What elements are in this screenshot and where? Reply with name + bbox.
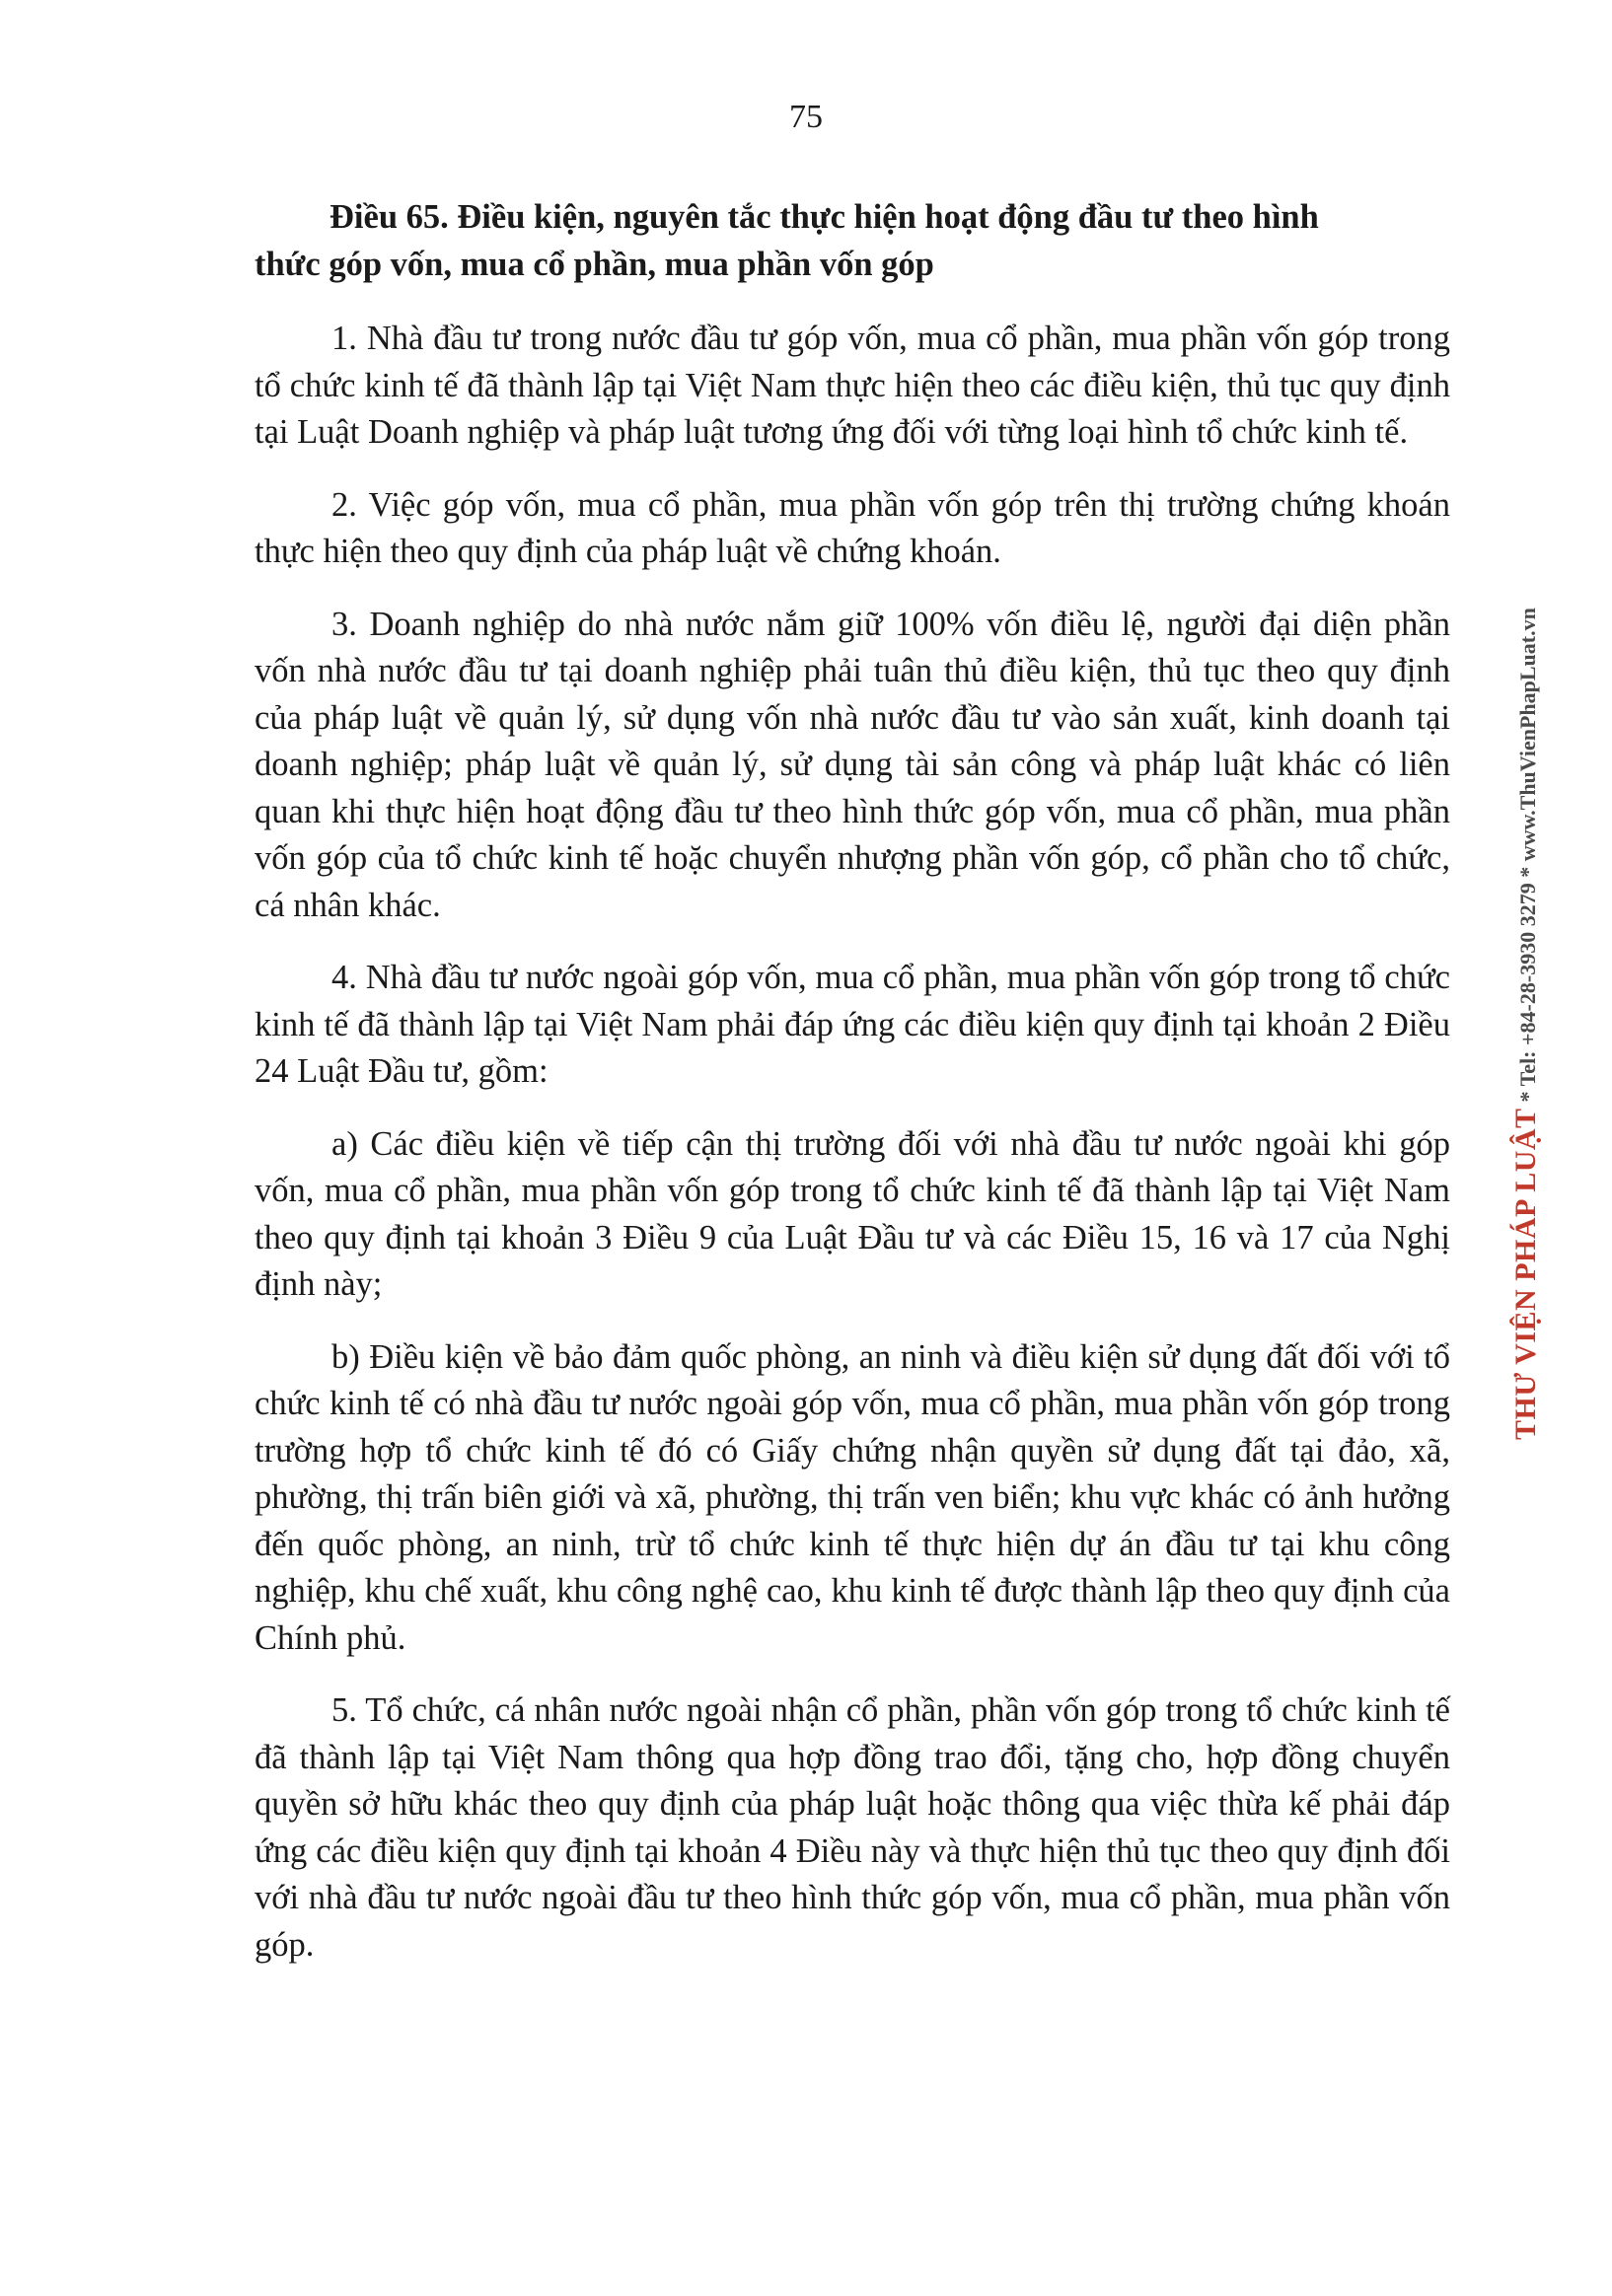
paragraph-4a: a) Các điều kiện về tiếp cận thị trường đối với nhà đầu tư nước ngoài khi góp vốn, mua cổ phần, mua phần vốn góp trong tổ chức kinh tế đã thành lập tại Việt Nam theo quy định tại khoản 3 Điều 9 của Luật Đầu tư và các Điều 15, 16 và 17 của Nghị định này;: [255, 1124, 1450, 1303]
paragraph-5: 5. Tổ chức, cá nhân nước ngoài nhận cổ phần, phần vốn góp trong tổ chức kinh tế đã thành lập tại Việt Nam thông qua hợp đồng trao đổi, tặng cho, hợp đồng chuyển quyền sở hữu khác theo quy định của pháp luật hoặc thông qua việc thừa kế phải đáp ứng các điều kiện quy định tại khoản 4 Điều này và thực hiện thủ tục theo quy định đối với nhà đầu tư nước ngoài đầu tư theo hình thức góp vốn, mua cổ phần, mua phần vốn góp.: [255, 1691, 1450, 1964]
paragraph-3: 3. Doanh nghiệp do nhà nước nắm giữ 100% vốn điều lệ, người đại diện phần vốn nhà nước đầu tư tại doanh nghiệp phải tuân thủ điều kiện, thủ tục theo quy định của pháp luật về quản lý, sử dụng vốn nhà nước đầu tư vào sản xuất, kinh doanh tại doanh nghiệp; pháp luật về quản lý, sử dụng tài sản công và pháp luật khác có liên quan khi thực hiện hoạt động đầu tư theo hình thức góp vốn, mua cổ phần, mua phần vốn góp của tổ chức kinh tế hoặc chuyển nhượng phần vốn góp, cổ phần cho tổ chức, cá nhân khác.: [255, 605, 1450, 924]
paragraph-4: 4. Nhà đầu tư nước ngoài góp vốn, mua cổ phần, mua phần vốn góp trong tổ chức kinh tế đã thành lập tại Việt Nam phải đáp ứng các điều kiện quy định tại khoản 2 Điều 24 Luật Đầu tư, gồm:: [255, 959, 1450, 1090]
article-title: [255, 193, 1450, 288]
paragraph-4b: b) Điều kiện về bảo đảm quốc phòng, an ninh và điều kiện sử dụng đất đối với tổ chức kinh tế có nhà đầu tư nước ngoài góp vốn, mua cổ phần, mua phần vốn góp trong trường hợp tổ chức kinh tế đó có Giấy chứng nhận quyền sử dụng đất tại đảo, xã, phường, thị trấn biên giới và xã, phường, thị trấn ven biển; khu vực khác có ảnh hưởng đến quốc phòng, an ninh, trừ tổ chức kinh tế thực hiện dự án đầu tư tại khu công nghiệp, khu chế xuất, khu công nghệ cao, khu kinh tế được thành lập theo quy định của Chính phủ.: [255, 1337, 1450, 1657]
watermark-contact: * Tel: +84-28-3930 3279 * www.ThuVienPhapLuat.vn: [1515, 608, 1540, 1103]
side-watermark: [1509, 608, 1543, 1440]
page-number: 75: [789, 99, 823, 135]
paragraph-2: 2. Việc góp vốn, mua cổ phần, mua phần vốn góp trên thị trường chứng khoán thực hiện theo quy định của pháp luật về chứng khoán.: [255, 485, 1450, 570]
article-title-line-2: thức góp vốn, mua cổ phần, mua phần vốn góp: [255, 246, 934, 283]
watermark-brand: THƯ VIỆN PHÁP LUẬT: [1509, 1108, 1542, 1440]
article-title-line-1: Điều 65. Điều kiện, nguyên tắc thực hiện hoạt động đầu tư theo hình: [330, 198, 1319, 236]
paragraph-1: 1. Nhà đầu tư trong nước đầu tư góp vốn, mua cổ phần, mua phần vốn góp trong tổ chức kinh tế đã thành lập tại Việt Nam thực hiện theo các điều kiện, thủ tục quy định tại Luật Doanh nghiệp và pháp luật tương ứng đối với từng loại hình tổ chức kinh tế.: [255, 320, 1450, 451]
document-body: [255, 193, 1450, 1994]
